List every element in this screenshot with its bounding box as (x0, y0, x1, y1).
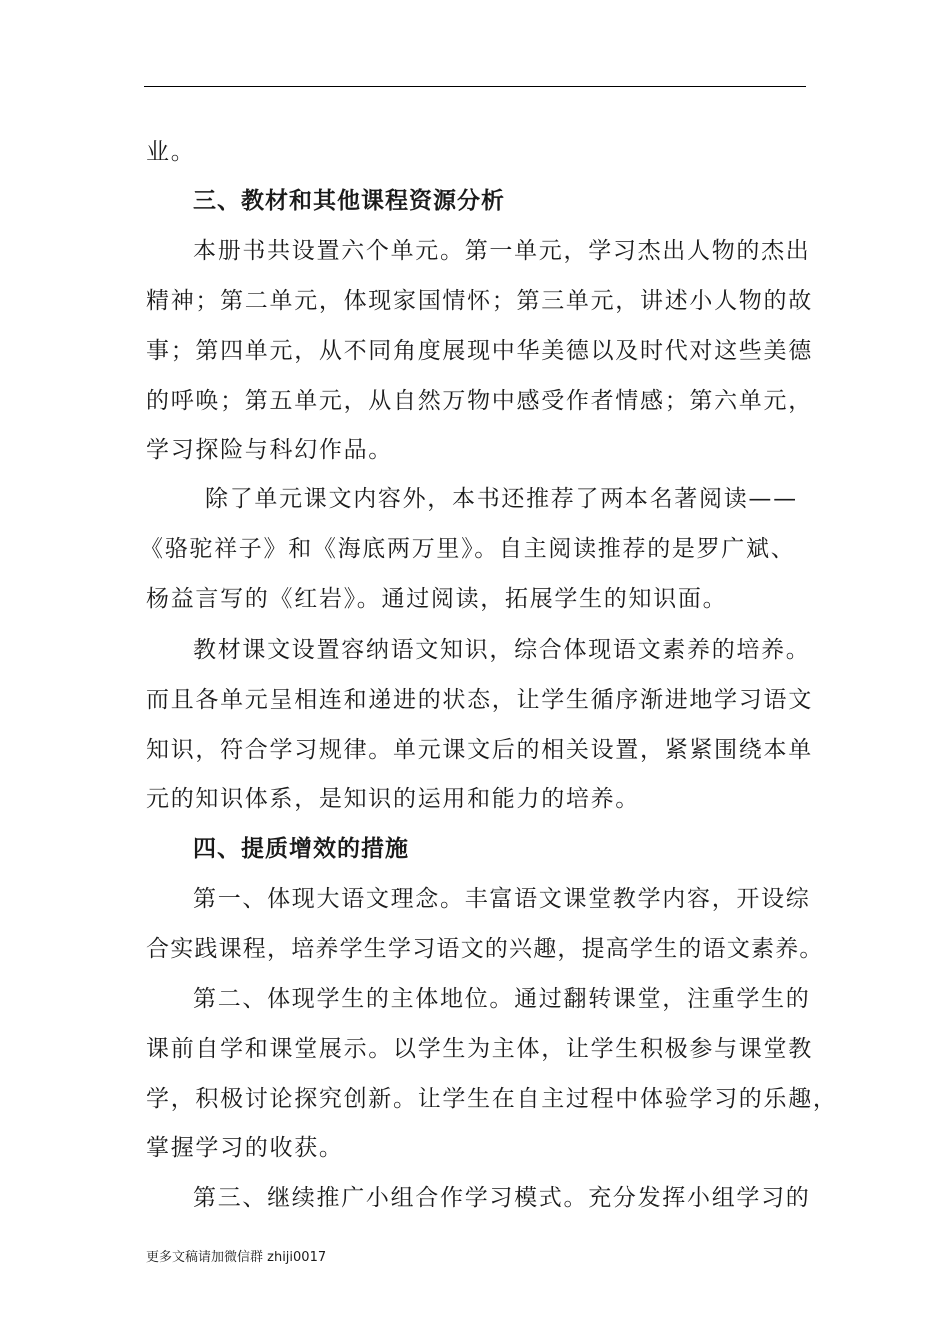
paragraph-line: 合实践课程，培养学生学习语文的兴趣，提高学生的语文素养。 (146, 936, 824, 962)
paragraph-line: 学，积极讨论探究创新。让学生在自主过程中体验学习的乐趣， (146, 1086, 838, 1112)
paragraph-line: 第三、继续推广小组合作学习模式。充分发挥小组学习的 (193, 1185, 811, 1211)
paragraph-line: 课前自学和课堂展示。以学生为主体，让学生积极参与课堂教 (146, 1036, 813, 1062)
paragraph-line: 第二、体现学生的主体地位。通过翻转课堂，注重学生的 (193, 986, 811, 1012)
paragraph-line: 事；第四单元，从不同角度展现中华美德以及时代对这些美德 (146, 338, 813, 364)
paragraph-line: 除了单元课文内容外，本书还推荐了两本名著阅读—— (205, 486, 798, 512)
paragraph-line: 而且各单元呈相连和递进的状态，让学生循序渐进地学习语文 (146, 687, 813, 713)
paragraph-line: 精神；第二单元，体现家国情怀；第三单元，讲述小人物的故 (146, 288, 813, 314)
paragraph-line: 第一、体现大语文理念。丰富语文课堂教学内容，开设综 (193, 886, 811, 912)
header-rule (144, 86, 806, 87)
paragraph-line: 本册书共设置六个单元。第一单元，学习杰出人物的杰出 (193, 238, 811, 264)
section-heading: 四、提质增效的措施 (193, 836, 409, 862)
footer-note: 更多文稿请加微信群 zhiji0017 (146, 1250, 327, 1265)
paragraph-line: 杨益言写的《红岩》。通过阅读，拓展学生的知识面。 (146, 586, 728, 612)
section-heading: 三、教材和其他课程资源分析 (193, 188, 505, 214)
paragraph-line: 业。 (146, 139, 196, 165)
paragraph-line: 学习探险与科幻作品。 (146, 437, 393, 463)
paragraph-line: 的呼唤；第五单元，从自然万物中感受作者情感；第六单元， (146, 388, 813, 414)
paragraph-line: 知识，符合学习规律。单元课文后的相关设置，紧紧围绕本单 (146, 737, 813, 763)
paragraph-line: 《骆驼祥子》和《海底两万里》。自主阅读推荐的是罗广斌、 (140, 536, 796, 562)
paragraph-line: 掌握学习的收获。 (146, 1135, 344, 1161)
paragraph-line: 元的知识体系，是知识的运用和能力的培养。 (146, 786, 640, 812)
paragraph-line: 教材课文设置容纳语文知识，综合体现语文素养的培养。 (193, 637, 811, 663)
